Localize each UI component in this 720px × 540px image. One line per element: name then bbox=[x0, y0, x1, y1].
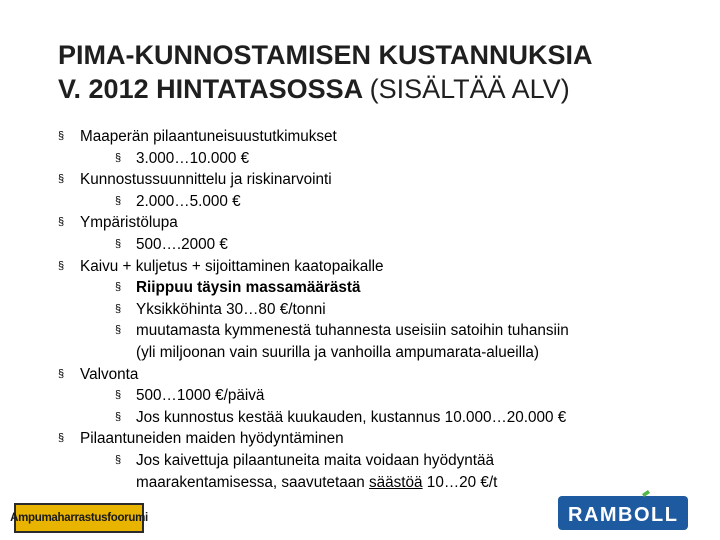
list-item bbox=[58, 385, 708, 407]
item-text-underlined: säästöä bbox=[368, 473, 423, 491]
title-line-1: PIMA-KUNNOSTAMISEN KUSTANNUKSIA bbox=[58, 40, 593, 70]
item-text: muutamasta kymmenestä tuhannesta useisiin satoihin tuhansiin bbox=[136, 322, 569, 340]
slide-title bbox=[58, 38, 708, 106]
item-text: Pilaantuneiden maiden hyödyntäminen bbox=[80, 430, 344, 448]
item-text: Jos kunnostus kestää kuukauden, kustannus 10.000…20.000 € bbox=[136, 408, 567, 426]
list-item bbox=[58, 450, 708, 472]
list-item bbox=[58, 364, 708, 386]
list-item bbox=[58, 299, 708, 321]
item-text-before: maarakentamisessa, saavutetaan bbox=[136, 473, 369, 491]
bullet-icon: § bbox=[115, 389, 122, 402]
bullet-icon: § bbox=[58, 130, 65, 142]
item-text: 500…1000 €/päivä bbox=[136, 387, 265, 405]
list-item bbox=[58, 148, 708, 170]
item-text: Riippuu täysin massamäärästä bbox=[136, 279, 361, 297]
ramboll-logo-accent bbox=[642, 490, 650, 497]
ramboll-logo-text: RAMBOLL bbox=[568, 504, 679, 526]
list-item bbox=[58, 234, 708, 256]
title-line-2-bold: V. 2012 HINTATASOSSA bbox=[58, 74, 370, 104]
title-line-2-light: (SISÄLTÄÄ ALV) bbox=[369, 74, 570, 104]
bullet-icon: § bbox=[115, 453, 122, 466]
item-text: Kaivu + kuljetus + sijoittaminen kaatopaikalle bbox=[80, 257, 384, 275]
bullet-icon: § bbox=[58, 432, 65, 445]
ampumaharrastusfoorumi-logo bbox=[10, 503, 148, 533]
bullet-icon: § bbox=[58, 367, 65, 380]
list-item bbox=[58, 428, 708, 450]
ampumaharrastusfoorumi-logo-text: Ampumaharrastusfoorumi bbox=[10, 512, 148, 524]
list-item bbox=[58, 277, 708, 299]
item-text: 3.000…10.000 € bbox=[136, 149, 250, 167]
bullet-icon: § bbox=[115, 302, 122, 315]
item-text: 2.000…5.000 € bbox=[136, 192, 241, 210]
bullet-icon: § bbox=[115, 410, 122, 423]
list-item bbox=[58, 320, 708, 342]
ramboll-logo bbox=[558, 490, 688, 532]
bullet-list bbox=[58, 126, 708, 493]
item-text-after: 10…20 €/t bbox=[422, 473, 498, 491]
list-item bbox=[58, 126, 708, 148]
title-line-2 bbox=[58, 72, 708, 106]
list-item bbox=[58, 191, 708, 213]
bullet-icon: § bbox=[115, 151, 122, 164]
item-text: Jos kaivettuja pilaantuneita maita voidaan hyödyntää bbox=[136, 451, 495, 469]
list-item bbox=[58, 169, 708, 191]
item-text: Valvonta bbox=[80, 365, 139, 383]
bullet-icon: § bbox=[115, 237, 122, 250]
bullet-icon: § bbox=[58, 173, 65, 186]
bullet-icon: § bbox=[58, 216, 65, 229]
list-item-continuation bbox=[58, 342, 708, 364]
bullet-icon: § bbox=[115, 324, 122, 337]
bullet-icon: § bbox=[115, 281, 122, 294]
list-item bbox=[58, 407, 708, 429]
bullet-icon: § bbox=[58, 259, 65, 272]
list-item bbox=[58, 212, 708, 234]
item-text: Maaperän pilaantuneisuustutkimukset bbox=[80, 128, 337, 145]
item-text: Kunnostussuunnittelu ja riskinarvointi bbox=[80, 171, 332, 189]
bullet-icon: § bbox=[115, 194, 122, 207]
item-text: 500….2000 € bbox=[136, 235, 228, 253]
item-text: (yli miljoonan vain suurilla ja vanhoilla ampumarata-alueilla) bbox=[136, 343, 540, 361]
item-text: Yksikköhinta 30…80 €/tonni bbox=[136, 300, 326, 318]
list-item bbox=[58, 256, 708, 278]
item-text: Ympäristölupa bbox=[80, 214, 178, 232]
